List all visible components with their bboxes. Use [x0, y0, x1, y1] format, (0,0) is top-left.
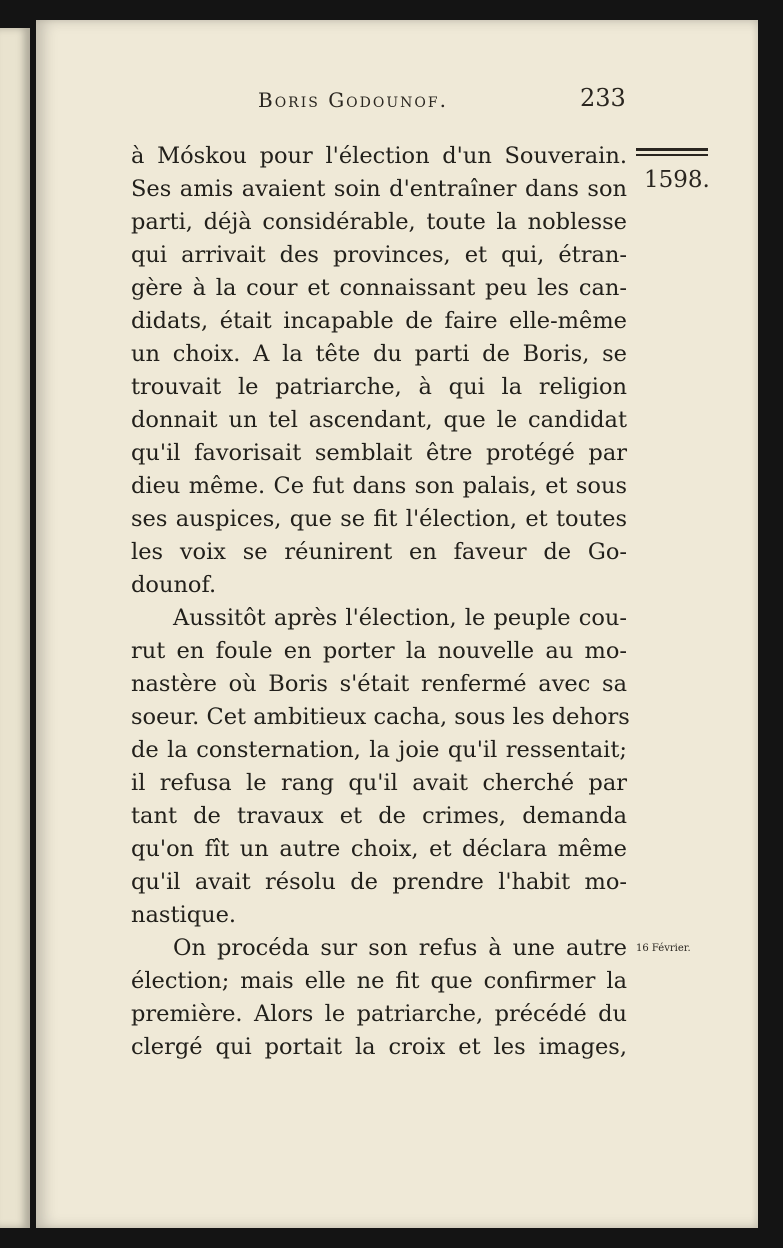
- text-line: à Móskou pour l'élection d'un Souverain.: [131, 143, 627, 169]
- text-line: parti, déjà considérable, toute la noblesse: [131, 209, 627, 235]
- text-line: donnait un tel ascendant, que le candidat: [131, 407, 627, 433]
- text-line: nastique.: [131, 902, 237, 928]
- margin-rule: [636, 148, 708, 151]
- text-line: un choix. A la tête du parti de Boris, se: [131, 341, 627, 367]
- text-line: qu'il favorisait semblait être protégé par: [131, 440, 627, 466]
- text-line: de la consternation, la joie qu'il ressentait;: [131, 737, 627, 763]
- margin-date-note: 16 Février.: [636, 943, 691, 954]
- text-line: Ses amis avaient soin d'entraîner dans son: [131, 176, 627, 202]
- text-line: les voix se réunirent en faveur de Go-: [131, 539, 627, 565]
- text-line: tant de travaux et de crimes, demanda: [131, 803, 627, 829]
- text-line: ses auspices, que se fit l'élection, et toutes: [131, 506, 627, 532]
- text-line: qu'il avait résolu de prendre l'habit mo-: [131, 869, 627, 895]
- text-line: dieu même. Ce fut dans son palais, et sous: [131, 473, 627, 499]
- text-line: qui arrivait des provinces, et qui, étran-: [131, 242, 627, 268]
- text-line: On procéda sur son refus à une autre: [173, 935, 627, 961]
- text-line: soeur. Cet ambitieux cacha, sous les dehors: [131, 704, 630, 730]
- text-line: clergé qui portait la croix et les images,: [131, 1034, 627, 1060]
- body-text: [131, 140, 630, 1064]
- text-line: gère à la cour et connaissant peu les can-: [131, 275, 627, 301]
- facing-page-edge: [0, 28, 30, 1228]
- text-line: élection; mais elle ne fit que confirmer la: [131, 968, 627, 994]
- page-number: 233: [580, 84, 626, 112]
- running-head: Boris Godounof.: [258, 88, 448, 112]
- text-line: didats, était incapable de faire elle-même: [131, 308, 627, 334]
- text-line: rut en foule en porter la nouvelle au mo-: [131, 638, 627, 664]
- text-line: il refusa le rang qu'il avait cherché par: [131, 770, 627, 796]
- text-line: dounof.: [131, 572, 217, 598]
- text-line: première. Alors le patriarche, précédé du: [131, 1001, 627, 1027]
- text-line: Aussitôt après l'élection, le peuple cou-: [173, 605, 627, 631]
- text-line: qu'on fît un autre choix, et déclara même: [131, 836, 627, 862]
- margin-rule-lower: [636, 154, 708, 156]
- text-line: trouvait le patriarche, à qui la religion: [131, 374, 627, 400]
- margin-year-note: 1598.: [644, 167, 710, 193]
- text-line: nastère où Boris s'était renfermé avec sa: [131, 671, 627, 697]
